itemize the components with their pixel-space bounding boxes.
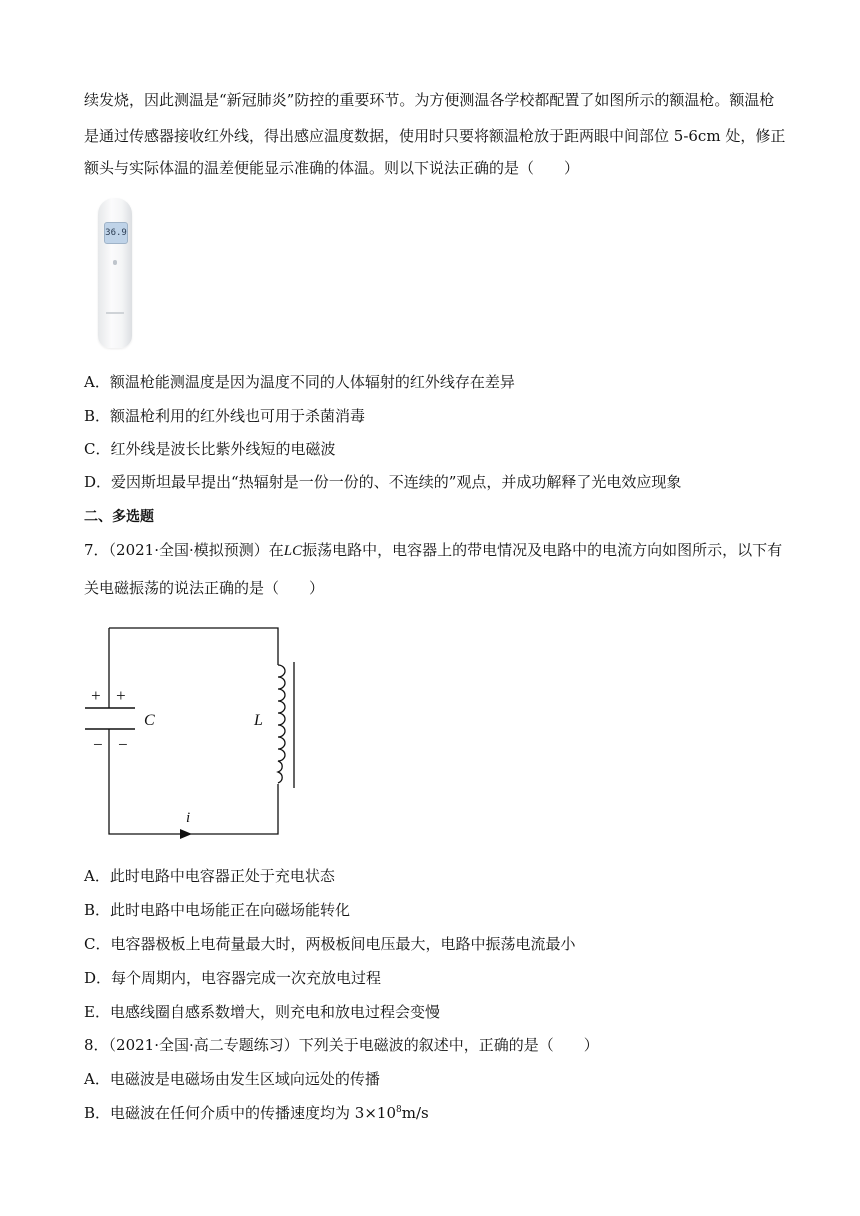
q7-prefix: 7．（2021·全国·模拟预测）在 [84,541,284,559]
current-arrow-icon [180,829,192,839]
capacitor-label: C [144,712,155,729]
thermometer-display: 36.9 [104,222,128,244]
q7-stem-line-2: 关电磁振荡的说法正确的是（ ） [84,579,325,597]
q7-option-d: D．每个周期内，电容器完成一次充放电过程 [84,969,382,987]
capacitor-minus-right: − [117,735,129,754]
q7-lc: LC [283,543,303,559]
current-label: i [186,810,191,826]
capacitor-plus-right: + [115,686,127,705]
capacitor-minus-left: − [92,735,104,754]
thermometer-body [98,198,132,348]
q8-option-b-exponent: 8 [396,1105,402,1115]
circuit-wire-bottom [109,729,278,834]
q7-option-e: E．电感线圈自感系数增大，则充电和放电过程会变慢 [84,1003,440,1021]
q7-stem-line-1 [84,540,782,561]
thermometer-button [113,260,117,265]
capacitor-plus-left: + [90,686,102,705]
forehead-thermometer-image [88,194,140,354]
q8-stem: 8．（2021·全国·高二专题练习）下列关于电磁波的叙述中，正确的是（ ） [84,1036,599,1054]
q6-stem-line-3: 额头与实际体温的温差便能显示准确的体温。则以下说法正确的是（ ） [84,159,580,177]
q6-stem-line-2: 是通过传感器接收红外线，得出感应温度数据，使用时只要将额温枪放于距两眼中间部位 5-6cm 处，修正 [84,127,786,145]
inductor-coil [278,665,285,783]
q8-option-b [84,1103,429,1123]
q6-option-d: D．爱因斯坦最早提出“热辐射是一份一份的、不连续的”观点，并成功解释了光电效应现象 [84,473,682,491]
q6-option-b: B．额温枪利用的红外线也可用于杀菌消毒 [84,407,366,425]
q6-stem-line-1: 续发烧，因此测温是“新冠肺炎”防控的重要环节。为方便测温各学校都配置了如图所示的额温枪。额温枪 [84,91,775,109]
circuit-wire-top [109,628,278,665]
q7-option-b: B．此时电路中电场能正在向磁场能转化 [84,901,351,919]
thermometer-logo [106,312,124,314]
q8-option-b-text: B．电磁波在任何介质中的传播速度均为 3×10 [84,1104,396,1122]
inductor-label: L [254,712,263,729]
section-heading: 二、多选题 [84,509,154,525]
q6-option-a: A．额温枪能测温度是因为温度不同的人体辐射的红外线存在差异 [84,373,515,391]
q7-option-c: C．电容器极板上电荷量最大时，两极板间电压最大，电路中振荡电流最小 [84,935,576,953]
lc-circuit-diagram [80,618,310,840]
q7-option-a: A．此时电路中电容器正处于充电状态 [84,867,335,885]
q8-option-b-unit: m/s [401,1104,429,1122]
q7-stem-rest: 振荡电路中，电容器上的带电情况及电路中的电流方向如图所示，以下有 [302,541,783,559]
q8-option-a: A．电磁波是电磁场由发生区域向远处的传播 [84,1070,380,1088]
q6-option-c: C．红外线是波长比紫外线短的电磁波 [84,440,336,458]
